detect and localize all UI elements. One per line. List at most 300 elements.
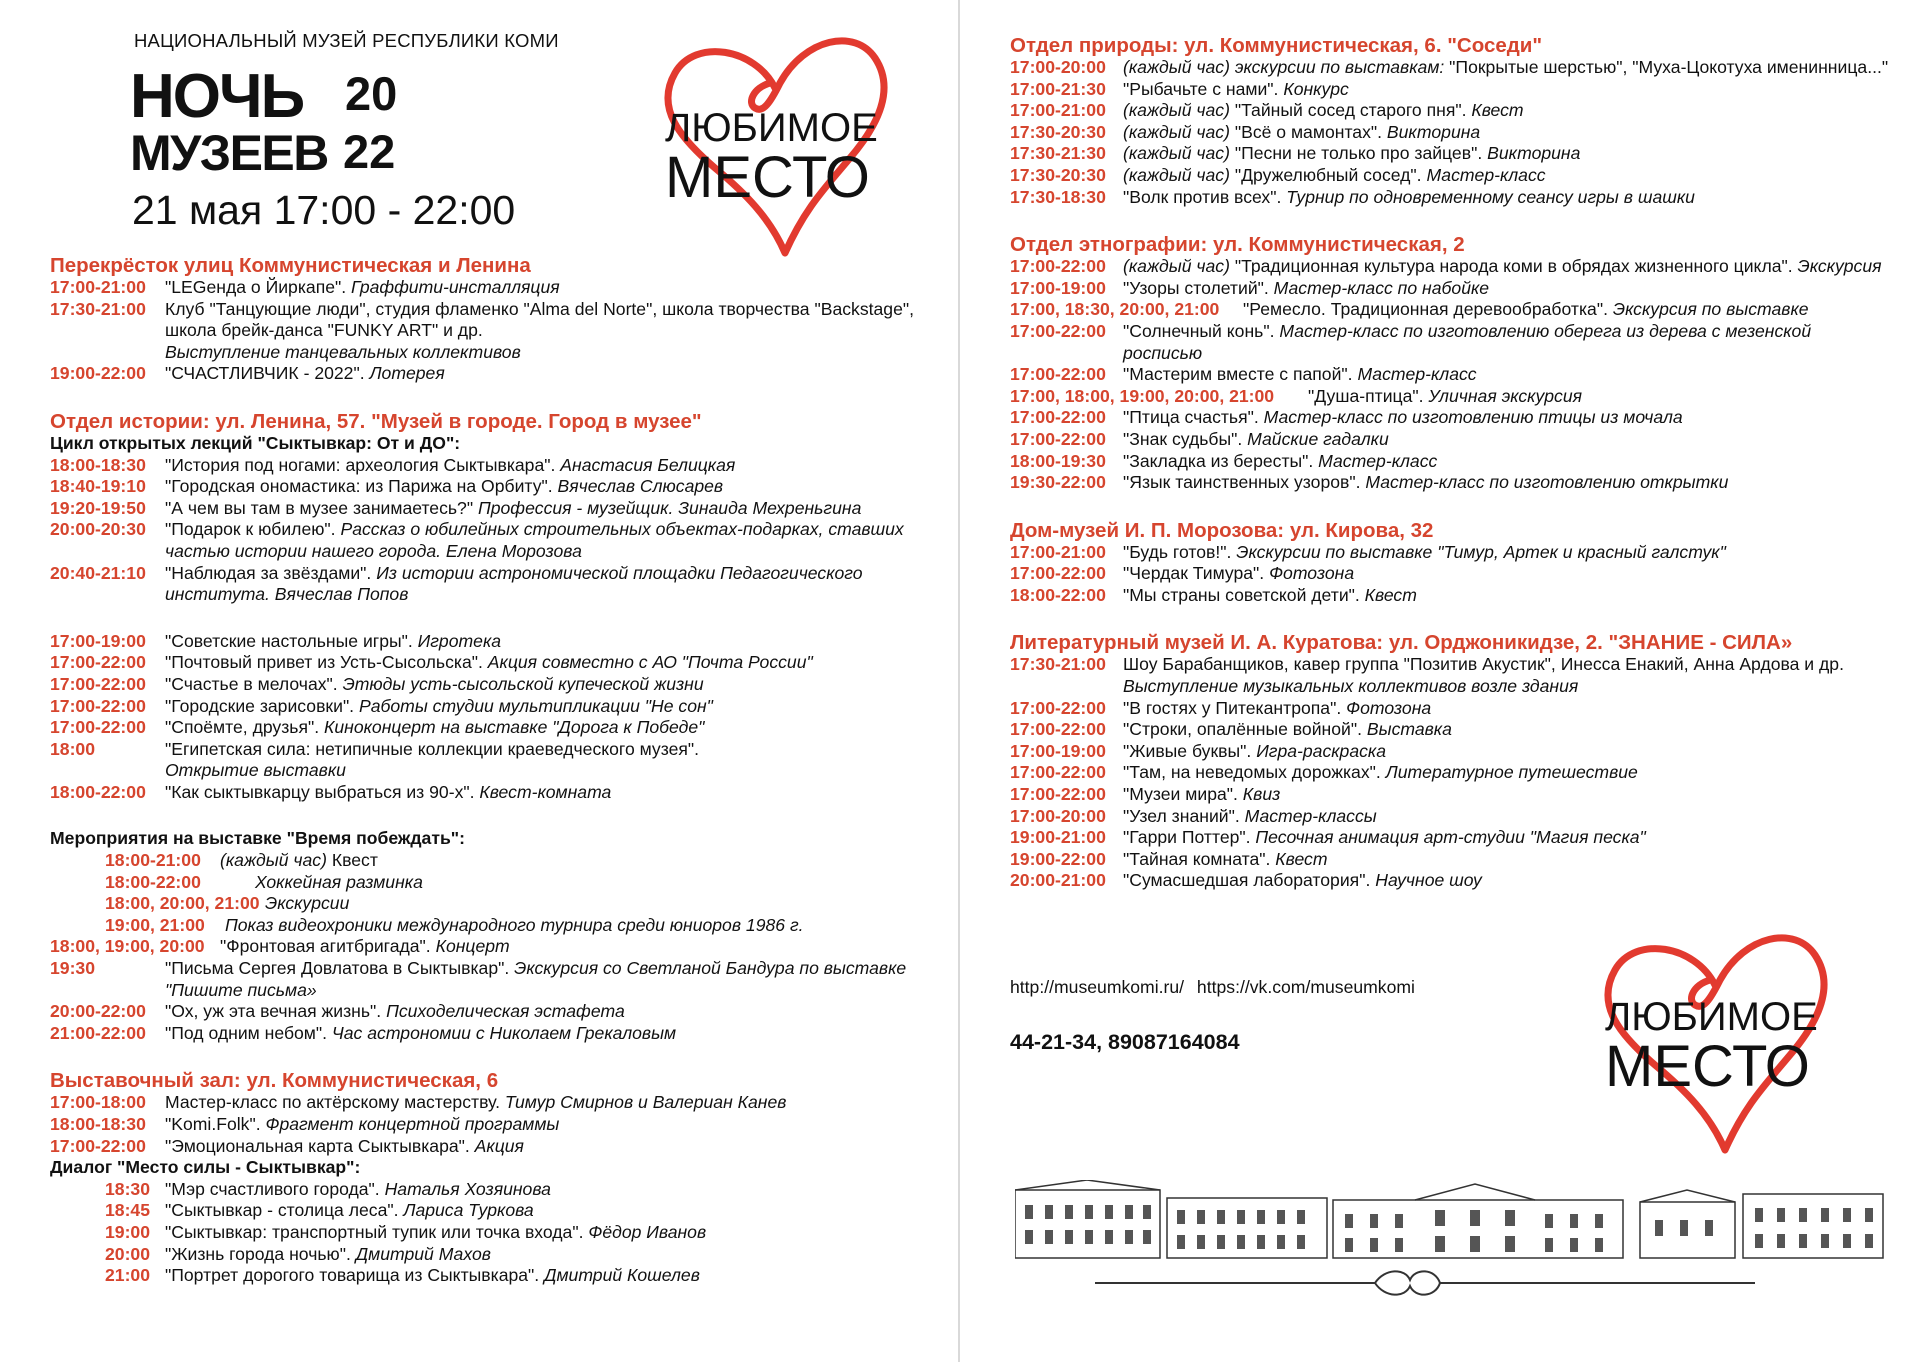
event-type: (каждый час) (1123, 256, 1230, 277)
event-type: Турнир по одновременному сеансу игры в шашки (1286, 186, 1695, 207)
event-type: Концерт (435, 936, 510, 957)
event-title: "Наблюдая за звёздами". (165, 562, 377, 583)
section-ethnography (1010, 256, 1890, 494)
event-title: "Споёмте, друзья". (165, 717, 324, 738)
event-description (165, 498, 930, 520)
event-time: 19:00-22:00 (50, 363, 146, 384)
event-title: "Мастерим вместе с папой". (1123, 364, 1358, 385)
schedule-row (50, 717, 930, 739)
event-description (165, 1222, 930, 1244)
event-description (165, 631, 930, 653)
event-description (1243, 299, 1890, 321)
logo-heart-2 (1595, 925, 1840, 1160)
event-title: "Фронтовая агитбригада". (220, 936, 436, 957)
schedule-row (50, 739, 930, 782)
event-time: 17:30-20:30 (1010, 164, 1106, 185)
event-type: Этюды усть-сысольской купеческой жизни (342, 673, 704, 694)
title-year-part1: 20 (345, 67, 398, 120)
event-description (1123, 849, 1890, 871)
ornament-divider (1095, 1268, 1755, 1298)
event-title: "СЧАСТЛИВЧИК - 2022". (165, 363, 370, 384)
section-title-crossroads: Перекрёсток улиц Коммунистическая и Ленина (50, 254, 531, 277)
event-type: (каждый час) (220, 850, 327, 871)
event-title: Клуб "Танцующие люди", студия фламенко "Alma del Norte", школа творчества "Backstage", школа брейк-данса "FUNKY ART" и др. (165, 298, 915, 341)
schedule-row (1010, 165, 1890, 187)
schedule-row (50, 674, 930, 696)
schedule-row (1010, 784, 1890, 806)
logo-line1: ЛЮБИМОЕ (665, 106, 878, 150)
event-description (1123, 698, 1890, 720)
event-title: "Письма Сергея Довлатова в Сыктывкар". (165, 958, 515, 979)
event-type: Тимур Смирнов и Валериан Канев (504, 1092, 787, 1113)
event-type: Хоккейная разминка (255, 871, 423, 892)
event-description (255, 872, 930, 894)
event-type: Научное шоу (1375, 870, 1482, 891)
title-night: НОЧЬ (130, 62, 304, 131)
schedule-row (50, 1179, 930, 1201)
event-type: Мастер-классы (1244, 805, 1377, 826)
schedule-row (50, 915, 930, 937)
event-type: Конкурс (1283, 78, 1349, 99)
schedule-row (50, 1222, 930, 1244)
schedule-row (50, 850, 930, 872)
event-time: 17:30-21:30 (1010, 143, 1106, 164)
event-title: "Как сыктывкарцу выбраться из 90-х". (165, 781, 480, 802)
event-title: "Сыктывкар: транспортный тупик или точка входа". (165, 1221, 589, 1242)
event-time: 19:30-22:00 (1010, 472, 1106, 493)
event-time: 17:00-22:00 (50, 652, 146, 673)
schedule-row (50, 1265, 930, 1287)
event-time: 21:00-22:00 (50, 1022, 146, 1043)
event-time: 18:00-18:30 (50, 1114, 146, 1134)
dialogue-title: Диалог "Место силы - Сыктывкар": (50, 1157, 361, 1178)
schedule-row (50, 455, 930, 477)
event-time: 17:00-22:00 (1010, 407, 1106, 428)
event-description (1123, 143, 1890, 165)
event-title: "Эмоциональная карта Сыктывкара". (165, 1135, 475, 1156)
event-description (1123, 256, 1890, 278)
event-type: Экскурсии по выставке "Тимур, Артек и красный галстук" (1236, 541, 1726, 562)
schedule-row (50, 1023, 930, 1045)
schedule-row (50, 1114, 930, 1136)
event-time: 17:00-21:00 (50, 277, 146, 297)
left-page (0, 0, 958, 1362)
event-type: Песочная анимация арт-студии "Магия песка" (1255, 827, 1646, 848)
event-title: "Волк против всех". (1123, 186, 1287, 207)
schedule-row (1010, 79, 1890, 101)
event-title: "Почтовый привет из Усть-Сысольска". (165, 652, 488, 673)
event-title: "Сыктывкар - столица леса". (165, 1200, 404, 1221)
event-time: 17:00-22:00 (1010, 256, 1106, 277)
schedule-row (1010, 542, 1890, 564)
event-description (1123, 165, 1890, 187)
website-links[interactable]: http://museumkomi.ru/ https://vk.com/museumkomi (1010, 977, 1415, 997)
event-time: 17:00-21:00 (1010, 100, 1106, 121)
logo-heart (655, 28, 900, 263)
section-hall (50, 1092, 930, 1157)
event-title: "Под одним небом". (165, 1022, 332, 1043)
event-description (220, 850, 930, 872)
event-type: Из истории астрономической площадки Педагогического института. Вячеслав Попов (165, 562, 863, 605)
event-type: Дмитрий Кошелев (544, 1265, 700, 1286)
event-type: Квиз (1242, 784, 1281, 805)
event-type: Анастасия Белицкая (560, 454, 736, 475)
event-time: 18:00-19:30 (1010, 450, 1106, 471)
event-title: "LEGенда о Йиркапе". (165, 277, 352, 297)
event-title: "Подарок к юбилею". (165, 519, 341, 540)
event-time: 17:00-22:00 (1010, 428, 1106, 449)
event-description (165, 563, 930, 606)
event-type: Игротека (417, 630, 502, 651)
section-title-history: Отдел истории: ул. Ленина, 57. "Музей в городе. Город в музее" (50, 409, 702, 433)
event-title: "Komi.Folk". (165, 1114, 266, 1134)
schedule-row (1010, 585, 1890, 607)
section-history-lectures (50, 455, 930, 606)
schedule-row (1010, 827, 1890, 849)
event-description (1123, 451, 1890, 473)
phone-numbers: 44-21-34, 8908716408‬4 (1010, 1030, 1240, 1054)
event-type: Викторина (1487, 143, 1581, 164)
event-type: Квест (1364, 584, 1417, 605)
event-title: "Душа-птица". (1308, 385, 1429, 406)
event-title: "Советские настольные игры". (165, 630, 418, 651)
schedule-row (1010, 278, 1890, 300)
section-morozov (1010, 542, 1890, 607)
event-type: Мастер-класс по изготовлению птицы из мочала (1263, 407, 1683, 428)
event-time: 17:00-20:00 (1010, 57, 1106, 77)
event-description (165, 299, 930, 364)
event-type: Игра-раскраска (1256, 740, 1387, 761)
event-type: Дмитрий Махов (355, 1243, 491, 1264)
event-time: 18:00, 19:00, 20:00 (50, 936, 205, 957)
event-time: 17:00-22:00 (50, 695, 146, 716)
event-title: "Мэр счастливого города". (165, 1178, 385, 1199)
logo-line2: МЕСТО (1605, 1034, 1810, 1099)
event-time: 17:00-21:00 (1010, 541, 1106, 562)
event-description (165, 958, 930, 1001)
event-description (165, 696, 930, 718)
schedule-row (1010, 321, 1890, 364)
section-title-morozov: Дом-музей И. П. Морозова: ул. Кирова, 32 (1010, 518, 1434, 542)
event-type: (каждый час) (1123, 100, 1230, 121)
event-time: 17:00-22:00 (1010, 762, 1106, 783)
section-title-ethnography: Отдел этнографии: ул. Коммунистическая, 2 (1010, 233, 1465, 257)
event-type: Квест-комната (479, 781, 612, 802)
schedule-row (50, 299, 930, 364)
event-type: Экскурсия по выставке (1612, 299, 1809, 320)
schedule-row (50, 631, 930, 653)
event-title: "Музеи мира". (1123, 784, 1243, 805)
event-type: Час астрономии с Николаем Грекаловым (331, 1022, 677, 1043)
schedule-row (1010, 187, 1890, 209)
event-title: "Строки, опалённые войной". (1123, 719, 1367, 740)
event-time: 17:00-22:00 (50, 1135, 146, 1156)
event-description (165, 717, 930, 739)
schedule-row (1010, 698, 1890, 720)
schedule-row (1010, 741, 1890, 763)
schedule-row (50, 696, 930, 718)
event-time: 18:00-22:00 (105, 871, 201, 892)
event-description (1123, 719, 1890, 741)
event-description (1123, 187, 1890, 209)
event-description (165, 652, 930, 674)
event-description (165, 1200, 930, 1222)
event-time: 18:45 (105, 1200, 150, 1221)
event-description (1123, 870, 1890, 892)
schedule-row (50, 1136, 930, 1158)
event-title: "Чердак Тимура". (1123, 563, 1270, 584)
event-title: "Язык таинственных узоров". (1123, 472, 1366, 493)
event-title: "Живые буквы". (1123, 740, 1257, 761)
event-time: 20:00-20:30 (50, 519, 146, 540)
event-description (1123, 79, 1890, 101)
event-type: Фотозона (1269, 563, 1355, 584)
event-time: 17:00-19:00 (50, 630, 146, 651)
section-exhibition-events (50, 850, 930, 1044)
section-crossroads (50, 277, 930, 385)
event-description (1123, 364, 1890, 386)
event-title: "Счастье в мелочах". (165, 673, 343, 694)
event-title: "Ох, уж эта вечная жизнь". (165, 1001, 387, 1022)
event-type: Лариса Туркова (403, 1200, 534, 1221)
event-time: 18:40-19:10 (50, 476, 146, 497)
event-time: 18:30 (105, 1178, 150, 1199)
event-type: Выступление музыкальных коллективов возле здания (1123, 676, 1579, 697)
event-title: Мастер-класс по актёрскому мастерству. (165, 1092, 505, 1113)
event-time: 19:00-21:00 (1010, 827, 1106, 848)
title-year-part2: 22 (343, 125, 396, 178)
event-type: Уличная экскурсия (1428, 385, 1583, 406)
event-title: "Жизнь города ночью". (165, 1243, 356, 1264)
event-time: 19:30 (50, 958, 95, 979)
section-title-kuratov: Литературный музей И. А. Куратова: ул. Орджоникидзе, 2. "ЗНАНИЕ - СИЛА» (1010, 631, 1793, 655)
event-description (1123, 762, 1890, 784)
event-title: "Дружелюбный сосед". (1229, 164, 1427, 185)
event-type: Фотозона (1346, 697, 1432, 718)
event-title: "Рыбачьте с нами". (1123, 78, 1284, 99)
schedule-row (1010, 57, 1890, 79)
event-type: Вячеслав Слюсарев (557, 476, 724, 497)
schedule-row (50, 1200, 930, 1222)
section-history-events (50, 631, 930, 804)
event-type: Акция совместно с АО "Почта России" (487, 652, 813, 673)
schedule-row (50, 893, 930, 915)
event-time: 19:00, 21:00 (105, 914, 205, 935)
event-date: 21 мая 17:00 - 22:00 (132, 187, 516, 233)
event-type: Мастер-класс по изготовлению оберега из дерева с мезенской росписью (1123, 320, 1812, 363)
event-description (1123, 741, 1890, 763)
schedule-row (50, 519, 930, 562)
event-title: "Египетская сила: нетипичные коллекции краеведческого музея". (165, 738, 700, 759)
schedule-row (50, 782, 930, 804)
event-time: 18:00, 20:00, 21:00 (105, 893, 260, 914)
event-title: "В гостях у Питекантропа". (1123, 697, 1347, 718)
event-time: 20:40-21:10 (50, 562, 146, 583)
event-type: Выступление танцевальных коллективов (165, 341, 521, 362)
schedule-row (1010, 451, 1890, 473)
event-description (165, 674, 930, 696)
schedule-row (1010, 364, 1890, 386)
event-title: "А чем вы там в музее занимаетесь?" (165, 497, 478, 518)
event-title: "История под ногами: археология Сыктывкара". (165, 454, 561, 475)
section-title-hall: Выставочный зал: ул. Коммунистическая, 6 (50, 1069, 499, 1093)
event-title: Квест (326, 850, 378, 871)
schedule-row (1010, 143, 1890, 165)
event-type: Мастер-класс по набойке (1273, 277, 1490, 298)
schedule-row (1010, 472, 1890, 494)
schedule-row (50, 277, 930, 299)
event-time: 17:00-22:00 (1010, 784, 1106, 805)
event-title: "Покрытые шерстью", "Муха-Цокотуха именинница..." (1444, 57, 1889, 77)
event-type: Наталья Хозяинова (384, 1178, 551, 1199)
event-title: "Будь готов!". (1123, 541, 1237, 562)
event-time: 18:00 (50, 738, 95, 759)
event-title: "Портрет дорогого товарища из Сыктывкара". (165, 1265, 545, 1286)
left-column (50, 254, 930, 1287)
schedule-row (1010, 719, 1890, 741)
event-type: Психоделическая эстафета (386, 1001, 625, 1022)
event-title: "Узел знаний". (1123, 805, 1245, 826)
event-time: 17:00, 18:00, 19:00, 20:00, 21:00 (1010, 385, 1275, 406)
event-time: 21:00 (105, 1265, 150, 1286)
event-description (165, 1023, 930, 1045)
schedule-row (50, 476, 930, 498)
event-description (225, 915, 930, 937)
event-description (1123, 542, 1890, 564)
schedule-row (1010, 806, 1890, 828)
event-time: 17:00-20:00 (1010, 805, 1106, 826)
section-title-nature: Отдел природы: ул. Коммунистическая, 6. "Соседи" (1010, 34, 1543, 57)
schedule-row (50, 872, 930, 894)
event-description (1123, 585, 1890, 607)
event-description (165, 1001, 930, 1023)
event-type: Мастер-класс (1426, 164, 1546, 185)
event-type: Выставка (1366, 719, 1452, 740)
event-time: 19:20-19:50 (50, 497, 146, 518)
event-time: 17:00-22:00 (1010, 364, 1106, 385)
event-time: 20:00-22:00 (50, 1001, 146, 1022)
schedule-row (50, 1244, 930, 1266)
event-type: Экскурсии (265, 893, 350, 914)
event-title: "Закладка из бересты". (1123, 450, 1319, 471)
event-time: 17:00-22:00 (50, 717, 146, 738)
event-type: (каждый час) (1123, 164, 1230, 185)
event-type: Работы студии мультипликации "Не сон" (358, 695, 713, 716)
event-title: "Тайный сосед старого пня". (1229, 100, 1472, 121)
event-time: 17:30-18:30 (1010, 186, 1106, 207)
event-description (1123, 472, 1890, 494)
event-type: Экскурсия со Светланой Бандура по выставке "Пишите письма» (165, 958, 907, 1000)
event-description (165, 1136, 930, 1158)
event-description (165, 1179, 930, 1201)
event-description (165, 739, 930, 782)
event-type: Мастер-класс по изготовлению открытки (1365, 472, 1729, 493)
schedule-row (1010, 429, 1890, 451)
event-description (1123, 278, 1890, 300)
event-description (165, 455, 930, 477)
event-time: 20:00 (105, 1243, 150, 1264)
event-type: Викторина (1386, 121, 1481, 142)
event-title: "Песни не только про зайцев". (1229, 143, 1488, 164)
schedule-row (1010, 299, 1890, 321)
event-type: (каждый час) (1123, 121, 1230, 142)
event-time: 17:00-19:00 (1010, 740, 1106, 761)
event-description (1123, 122, 1890, 144)
event-time: 18:00-22:00 (50, 781, 146, 802)
event-time: 17:00-22:00 (50, 673, 146, 694)
event-title: "Традиционная культура народа коми в обрядах жизненного цикла". (1229, 256, 1798, 277)
museum-name: НАЦИОНАЛЬНЫЙ МУЗЕЙ РЕСПУБЛИКИ КОМИ (134, 30, 559, 51)
event-title: "Знак судьбы". (1123, 428, 1248, 449)
event-time: 19:00-22:00 (1010, 848, 1106, 869)
schedule-row (1010, 407, 1890, 429)
event-type: Мастер-класс (1318, 450, 1438, 471)
event-title: "Гарри Поттер". (1123, 827, 1256, 848)
event-description (165, 277, 930, 299)
event-title: "Мы страны советской дети". (1123, 584, 1365, 605)
event-title: "Узоры столетий". (1123, 277, 1274, 298)
event-time: 17:00-22:00 (1010, 697, 1106, 718)
event-time: 19:00 (105, 1221, 150, 1242)
event-title: "Птица счастья". (1123, 407, 1264, 428)
event-type: (каждый час) экскурсии по выставкам: (1123, 57, 1445, 77)
event-description (1123, 321, 1890, 364)
event-time: 17:00, 18:30, 20:00, 21:00 (1010, 299, 1220, 320)
event-type: Литературное путешествие (1385, 762, 1638, 783)
event-type: Рассказ о юбилейных строительных объектах-подарках, ставших частью истории нашего города. Елена Морозова (165, 519, 904, 561)
event-type: Майские гадалки (1247, 428, 1389, 449)
event-time: 17:30-21:00 (50, 298, 146, 319)
event-title: "Городские зарисовки". (165, 695, 359, 716)
event-time: 17:00-19:00 (1010, 277, 1106, 298)
event-title: "Всё о мамонтах". (1229, 121, 1387, 142)
schedule-row (50, 363, 930, 385)
schedule-row (50, 563, 930, 606)
schedule-row (50, 498, 930, 520)
event-title: "Тайная комната". (1123, 848, 1276, 869)
event-title: "Солнечный конь". (1123, 320, 1280, 341)
right-page (960, 0, 1920, 1362)
event-type: Граффити-инсталляция (351, 277, 560, 297)
event-description (1308, 386, 1890, 408)
event-description (1123, 563, 1890, 585)
event-description (1123, 784, 1890, 806)
schedule-row (1010, 563, 1890, 585)
event-title: "Там, на неведомых дорожках". (1123, 762, 1386, 783)
event-type: (каждый час) (1123, 143, 1230, 164)
event-type: Фёдор Иванов (588, 1221, 707, 1242)
event-type: Акция (474, 1135, 524, 1156)
buildings-illustration (1015, 1180, 1895, 1260)
schedule-row (50, 652, 930, 674)
event-description (1123, 407, 1890, 429)
event-description (1123, 100, 1890, 122)
event-type: Фрагмент концертной программы (265, 1114, 560, 1134)
event-description (165, 1092, 930, 1114)
event-time: 17:00-18:00 (50, 1092, 146, 1113)
event-description (165, 1114, 930, 1136)
event-time: 17:00-22:00 (1010, 719, 1106, 740)
logo-line2: МЕСТО (665, 145, 870, 210)
lecture-cycle-title: Цикл открытых лекций "Сыктывкар: От и ДО": (50, 432, 461, 453)
event-time: 17:00-21:30 (1010, 78, 1106, 99)
event-title: "Городская ономастика: из Парижа на Орбиту". (165, 476, 558, 497)
event-time: 18:00-21:00 (105, 850, 201, 871)
event-description (1123, 57, 1890, 79)
event-time: 17:30-20:30 (1010, 121, 1106, 142)
event-time: 17:30-21:00 (1010, 654, 1106, 675)
event-description (165, 519, 930, 562)
